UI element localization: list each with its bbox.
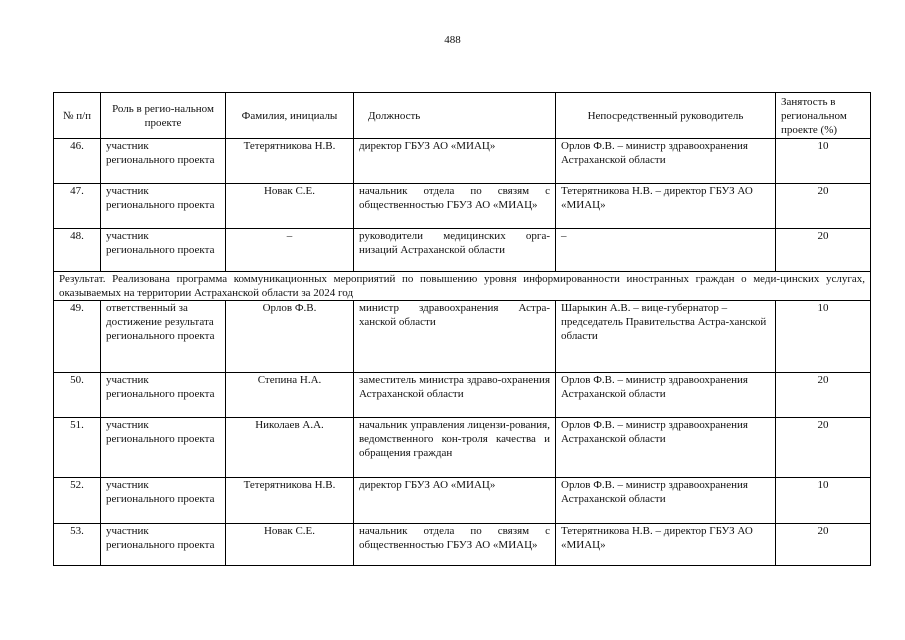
row-position: министр здравоохранения Астра-ханской области: [354, 301, 556, 373]
row-supervisor: Орлов Ф.В. – министр здравоохранения Астраханской области: [556, 373, 776, 418]
row-name: Николаев А.А.: [226, 418, 354, 478]
row-employment: 20: [776, 229, 871, 272]
row-number: 50.: [54, 373, 101, 418]
result-row: [54, 272, 871, 301]
row-employment: 10: [776, 139, 871, 184]
row-position: директор ГБУЗ АО «МИАЦ»: [354, 139, 556, 184]
row-employment: 20: [776, 184, 871, 229]
row-employment: 20: [776, 418, 871, 478]
table-row: [54, 478, 871, 524]
row-name: –: [226, 229, 354, 272]
row-number: 46.: [54, 139, 101, 184]
row-role: участник регионального проекта: [101, 139, 226, 184]
row-supervisor: Тетерятникова Н.В. – директор ГБУЗ АО «МИАЦ»: [556, 524, 776, 566]
row-supervisor: Орлов Ф.В. – министр здравоохранения Астраханской области: [556, 478, 776, 524]
row-name: Новак С.Е.: [226, 184, 354, 229]
row-number: 51.: [54, 418, 101, 478]
result-text: Результат. Реализована программа коммуникационных мероприятий по повышению уровня информированности иностранных граждан о меди-цинских услугах, оказываемых на территории Астраханской области за 2024 год: [54, 272, 871, 301]
table-row: [54, 229, 871, 272]
table-row: [54, 301, 871, 373]
header-employment: Занятость в региональном проекте (%): [776, 93, 871, 139]
row-name: Новак С.Е.: [226, 524, 354, 566]
header-name: Фамилия, инициалы: [226, 93, 354, 139]
row-role: участник регионального проекта: [101, 478, 226, 524]
row-role: ответственный за достижение результата регионального проекта: [101, 301, 226, 373]
row-position: начальник отдела по связям с общественностью ГБУЗ АО «МИАЦ»: [354, 184, 556, 229]
row-number: 48.: [54, 229, 101, 272]
row-name: Орлов Ф.В.: [226, 301, 354, 373]
header-supervisor: Непосредственный руководитель: [556, 93, 776, 139]
row-employment: 10: [776, 478, 871, 524]
row-number: 53.: [54, 524, 101, 566]
table-row: [54, 418, 871, 478]
row-supervisor: Тетерятникова Н.В. – директор ГБУЗ АО «МИАЦ»: [556, 184, 776, 229]
row-role: участник регионального проекта: [101, 229, 226, 272]
row-number: 49.: [54, 301, 101, 373]
header-num: № п/п: [54, 93, 101, 139]
row-employment: 10: [776, 301, 871, 373]
row-role: участник регионального проекта: [101, 184, 226, 229]
header-position: Должность: [354, 93, 556, 139]
row-role: участник регионального проекта: [101, 373, 226, 418]
header-role: Роль в регио-нальном проекте: [101, 93, 226, 139]
page-number: 488: [444, 34, 461, 46]
row-number: 47.: [54, 184, 101, 229]
table-row: [54, 184, 871, 229]
row-position: руководители медицинских орга-низаций Астраханской области: [354, 229, 556, 272]
row-employment: 20: [776, 373, 871, 418]
table-row: [54, 524, 871, 566]
row-supervisor: Орлов Ф.В. – министр здравоохранения Астраханской области: [556, 418, 776, 478]
project-team-table: [53, 92, 871, 566]
row-supervisor: Шарыкин А.В. – вице-губернатор – председатель Правительства Астра-ханской области: [556, 301, 776, 373]
row-supervisor: –: [556, 229, 776, 272]
row-name: Тетерятникова Н.В.: [226, 478, 354, 524]
row-employment: 20: [776, 524, 871, 566]
row-position: начальник управления лицензи-рования, ведомственного кон-троля качества и обращения граждан: [354, 418, 556, 478]
table-header-row: [54, 93, 871, 139]
row-role: участник регионального проекта: [101, 524, 226, 566]
row-name: Тетерятникова Н.В.: [226, 139, 354, 184]
table-row: [54, 373, 871, 418]
table-row: [54, 139, 871, 184]
row-role: участник регионального проекта: [101, 418, 226, 478]
row-name: Степина Н.А.: [226, 373, 354, 418]
row-position: начальник отдела по связям с общественностью ГБУЗ АО «МИАЦ»: [354, 524, 556, 566]
row-position: заместитель министра здраво-охранения Астраханской области: [354, 373, 556, 418]
row-number: 52.: [54, 478, 101, 524]
row-supervisor: Орлов Ф.В. – министр здравоохранения Астраханской области: [556, 139, 776, 184]
row-position: директор ГБУЗ АО «МИАЦ»: [354, 478, 556, 524]
